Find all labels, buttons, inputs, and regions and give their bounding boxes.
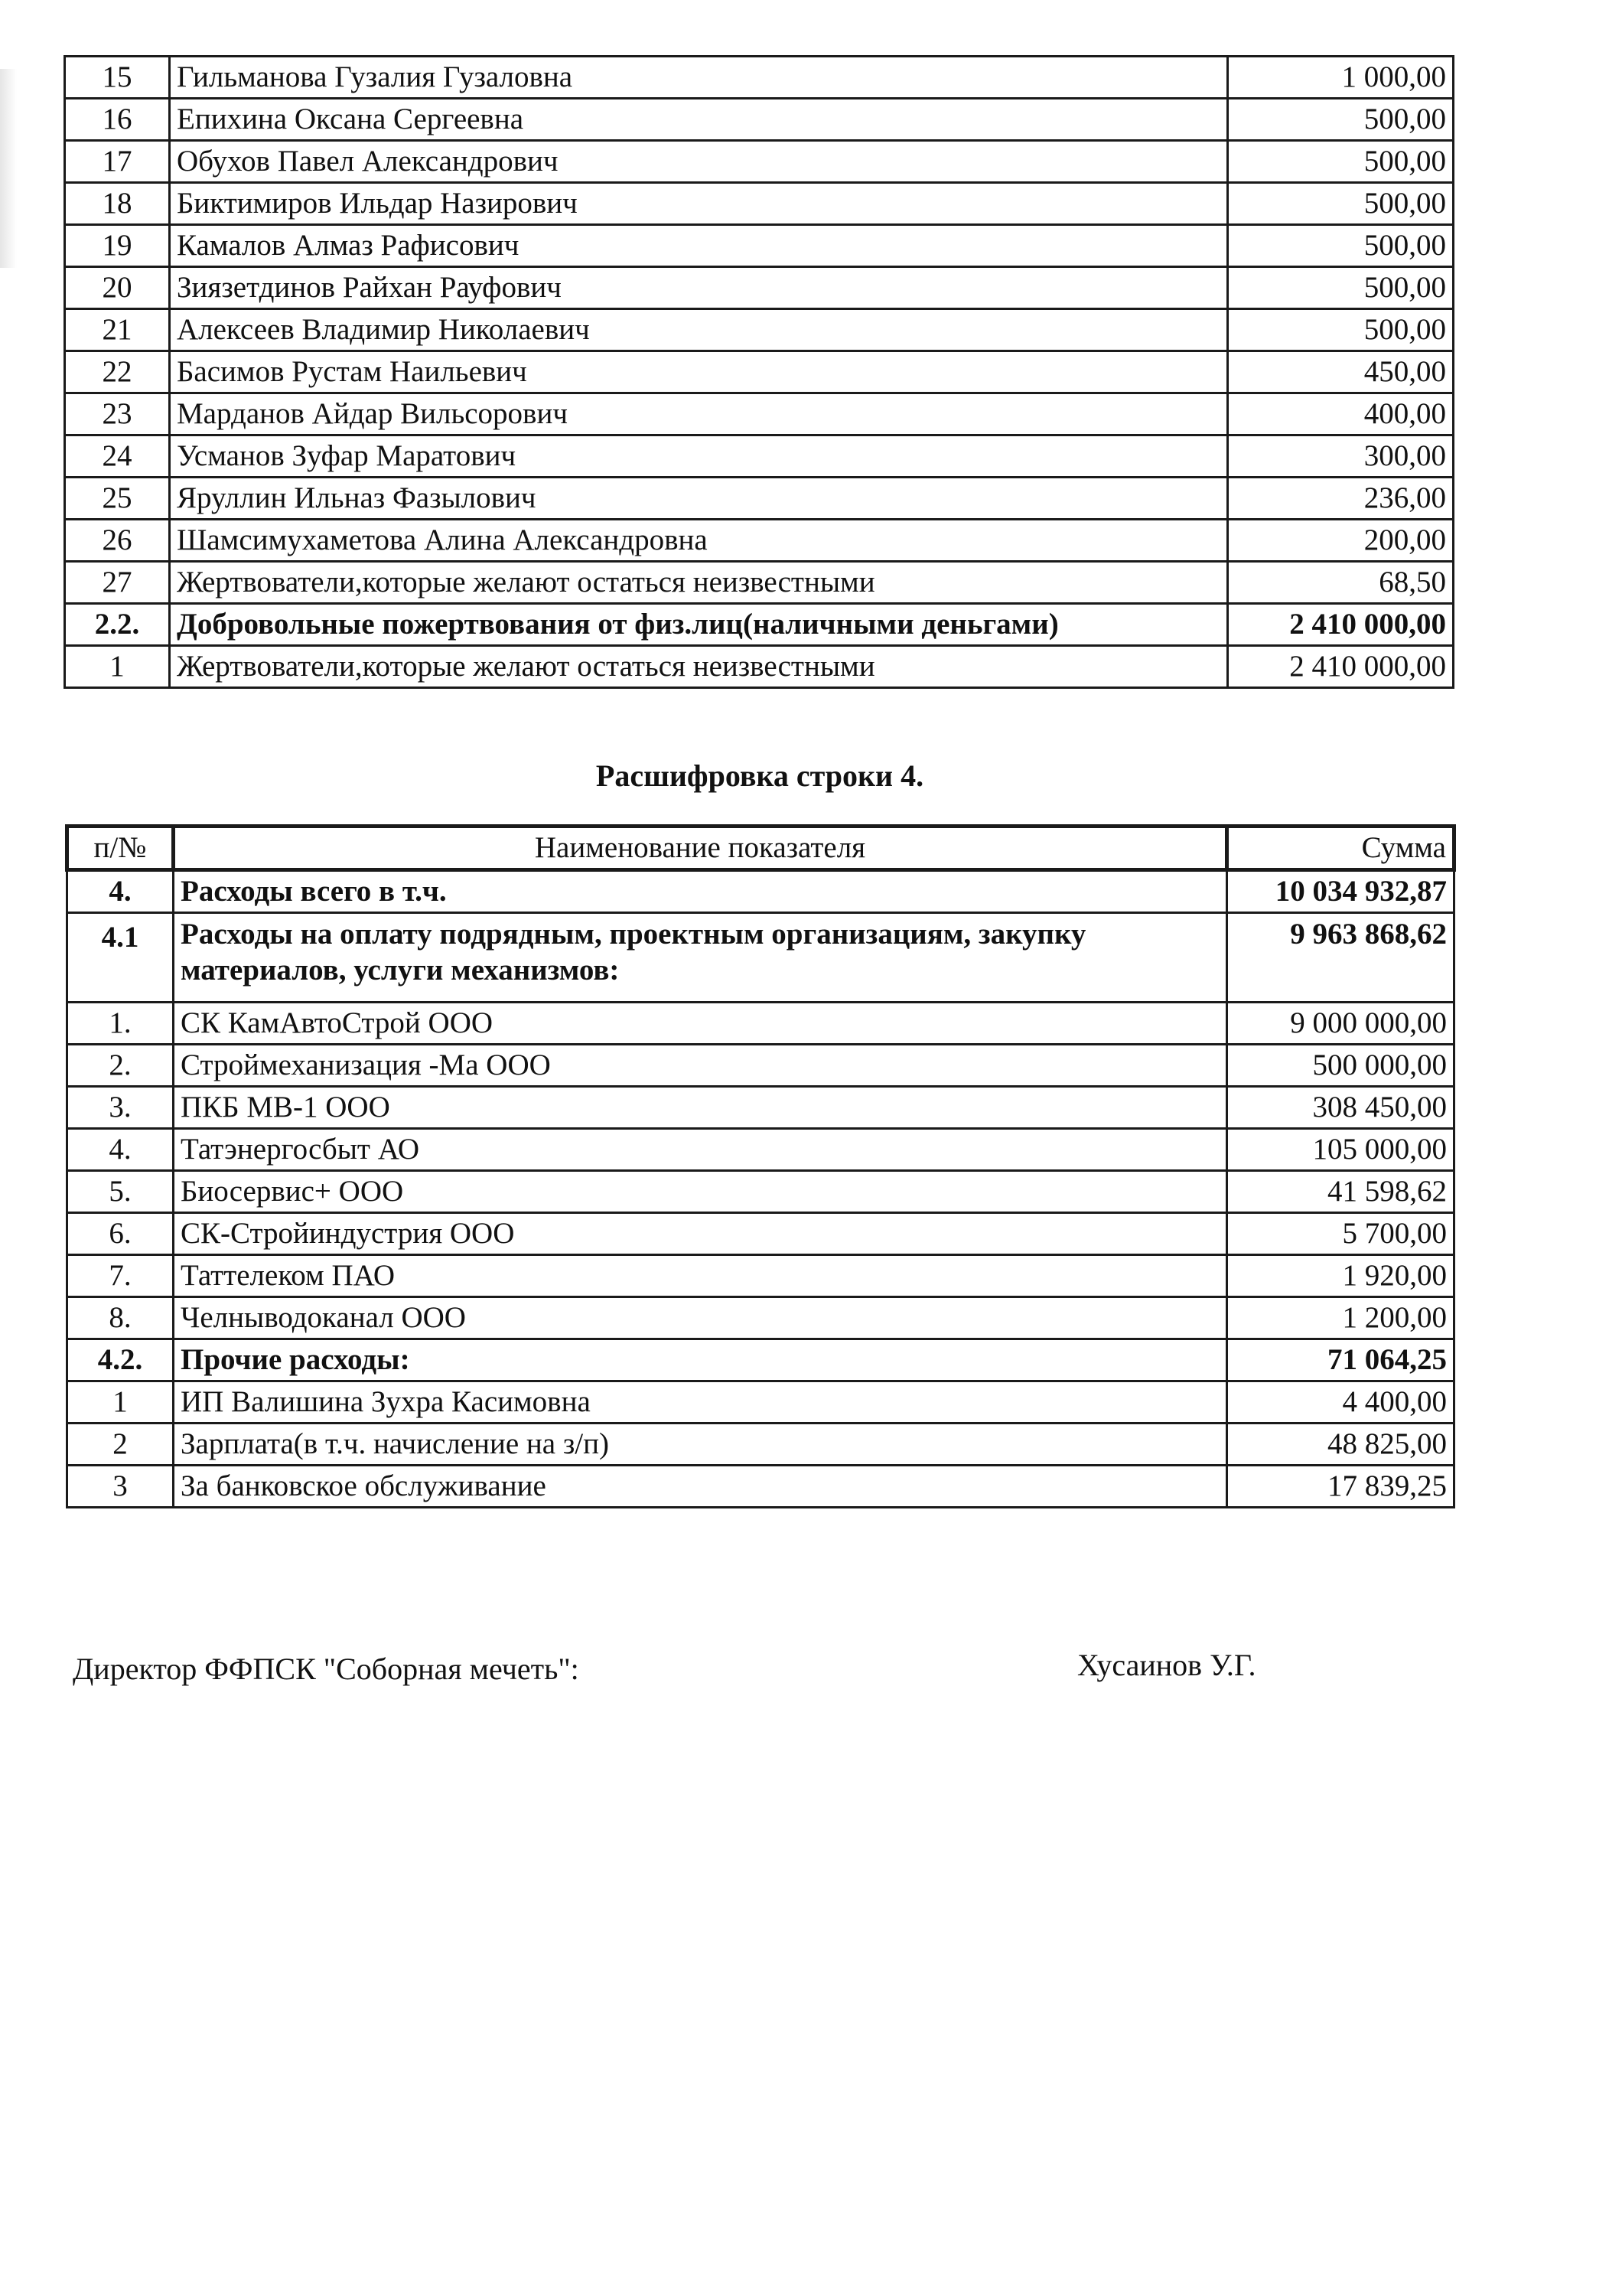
row-name: СК-Стройиндустрия ООО: [174, 1213, 1227, 1255]
donations-table-body: [65, 57, 1454, 688]
donor-row: [65, 435, 1454, 478]
donor-row: [65, 351, 1454, 393]
header-num: п/№: [67, 827, 174, 870]
row-amount: 1 920,00: [1227, 1255, 1454, 1297]
row-number: 2.2.: [65, 604, 170, 646]
donor-row: [65, 520, 1454, 562]
row-amount: 500,00: [1228, 267, 1454, 309]
row-amount: 2 410 000,00: [1228, 604, 1454, 646]
other-section-row: [67, 1339, 1454, 1381]
donor-row: [65, 225, 1454, 267]
row-number: 26: [65, 520, 170, 562]
row-number: 4.1: [67, 913, 174, 1003]
row-amount: 9 000 000,00: [1227, 1003, 1454, 1045]
row-number: 16: [65, 99, 170, 141]
row-number: 4.: [67, 870, 174, 913]
row-number: 2.: [67, 1045, 174, 1087]
row-name: Зиязетдинов Райхан Рауфович: [170, 267, 1228, 309]
row-name: За банковское обслуживание: [174, 1466, 1227, 1508]
row-amount: 500,00: [1228, 225, 1454, 267]
row-number: 21: [65, 309, 170, 351]
row-amount: 10 034 932,87: [1227, 870, 1454, 913]
donor-row: [65, 183, 1454, 225]
row-name: Марданов Айдар Вильсорович: [170, 393, 1228, 435]
row-name: Челныводоканал ООО: [174, 1297, 1227, 1339]
contractor-row: [67, 1087, 1454, 1129]
scan-edge-shadow: [0, 69, 17, 268]
donor-row: [65, 309, 1454, 351]
signature-position: Директор ФФПСК "Соборная мечеть":: [73, 1652, 579, 1686]
signature-name: Хусаинов У.Г.: [1077, 1648, 1256, 1682]
expenses-header-row: [67, 827, 1454, 870]
row-number: 17: [65, 141, 170, 183]
row-number: 18: [65, 183, 170, 225]
header-name: Наименование показателя: [174, 827, 1227, 870]
donor-row: [65, 267, 1454, 309]
row-amount: 17 839,25: [1227, 1466, 1454, 1508]
row-number: 2: [67, 1424, 174, 1466]
row-name: СК КамАвтоСтрой ООО: [174, 1003, 1227, 1045]
row-name: Жертвователи,которые желают остаться неизвестными: [170, 646, 1228, 688]
row-amount: 41 598,62: [1227, 1171, 1454, 1213]
contractor-row: [67, 1129, 1454, 1171]
header-amount: Сумма: [1227, 827, 1454, 870]
row-number: 3.: [67, 1087, 174, 1129]
row-amount: 4 400,00: [1227, 1381, 1454, 1424]
row-number: 15: [65, 57, 170, 99]
row-amount: 500,00: [1228, 99, 1454, 141]
row-number: 4.2.: [67, 1339, 174, 1381]
expenses-table: [65, 824, 1456, 1508]
row-number: 19: [65, 225, 170, 267]
row-name: Зарплата(в т.ч. начисление на з/п): [174, 1424, 1227, 1466]
row-amount: 500,00: [1228, 309, 1454, 351]
section-title: Расшифровка строки 4.: [595, 758, 924, 793]
row-name: Биосервис+ ООО: [174, 1171, 1227, 1213]
row-amount: 308 450,00: [1227, 1087, 1454, 1129]
row-name: Добровольные пожертвования от физ.лиц(наличными деньгами): [170, 604, 1228, 646]
row-number: 6.: [67, 1213, 174, 1255]
row-number: 23: [65, 393, 170, 435]
row-amount: 1 000,00: [1228, 57, 1454, 99]
row-amount: 500 000,00: [1227, 1045, 1454, 1087]
cash-section-row: [65, 604, 1454, 646]
row-name: Басимов Рустам Наильевич: [170, 351, 1228, 393]
row-name: Прочие расходы:: [174, 1339, 1227, 1381]
row-name: Обухов Павел Александрович: [170, 141, 1228, 183]
row-amount: 300,00: [1228, 435, 1454, 478]
donor-row: [65, 562, 1454, 604]
row-name: Таттелеком ПАО: [174, 1255, 1227, 1297]
row-amount: 68,50: [1228, 562, 1454, 604]
contractors-section-row: [67, 913, 1454, 1003]
contractor-row: [67, 1171, 1454, 1213]
contractor-row: [67, 1003, 1454, 1045]
contractor-row: [67, 1297, 1454, 1339]
row-number: 20: [65, 267, 170, 309]
row-name: Усманов Зуфар Маратович: [170, 435, 1228, 478]
expenses-table-body: [67, 870, 1454, 1508]
row-amount: 500,00: [1228, 141, 1454, 183]
other-expense-row: [67, 1424, 1454, 1466]
row-number: 1: [65, 646, 170, 688]
contractor-row: [67, 1045, 1454, 1087]
row-name: Жертвователи,которые желают остаться неизвестными: [170, 562, 1228, 604]
row-name: Гильманова Гузалия Гузаловна: [170, 57, 1228, 99]
row-name: Алексеев Владимир Николаевич: [170, 309, 1228, 351]
row-name: ПКБ МВ-1 ООО: [174, 1087, 1227, 1129]
cash-donor-row: [65, 646, 1454, 688]
row-amount: 236,00: [1228, 478, 1454, 520]
row-name: Епихина Оксана Сергеевна: [170, 99, 1228, 141]
row-name: Яруллин Ильназ Фазылович: [170, 478, 1228, 520]
donor-row: [65, 57, 1454, 99]
row-name: Шамсимухаметова Алина Александровна: [170, 520, 1228, 562]
row-amount: 9 963 868,62: [1227, 913, 1454, 1003]
row-amount: 500,00: [1228, 183, 1454, 225]
contractor-row: [67, 1255, 1454, 1297]
row-number: 1: [67, 1381, 174, 1424]
row-number: 25: [65, 478, 170, 520]
row-amount: 1 200,00: [1227, 1297, 1454, 1339]
row-amount: 48 825,00: [1227, 1424, 1454, 1466]
other-expense-row: [67, 1381, 1454, 1424]
row-number: 27: [65, 562, 170, 604]
row-amount: 400,00: [1228, 393, 1454, 435]
row-amount: 105 000,00: [1227, 1129, 1454, 1171]
row-name: Расходы всего в т.ч.: [174, 870, 1227, 913]
row-number: 22: [65, 351, 170, 393]
donor-row: [65, 99, 1454, 141]
row-name: Камалов Алмаз Рафисович: [170, 225, 1228, 267]
row-name: Татэнергосбыт АО: [174, 1129, 1227, 1171]
contractor-row: [67, 1213, 1454, 1255]
row-name: Расходы на оплату подрядным, проектным организациям, закупку материалов, услуги механизмов:: [174, 913, 1227, 1003]
row-name: Строймеханизация -Ма ООО: [174, 1045, 1227, 1087]
row-number: 8.: [67, 1297, 174, 1339]
row-amount: 450,00: [1228, 351, 1454, 393]
row-number: 1.: [67, 1003, 174, 1045]
row-number: 4.: [67, 1129, 174, 1171]
row-number: 7.: [67, 1255, 174, 1297]
donor-row: [65, 141, 1454, 183]
row-name: Биктимиров Ильдар Назирович: [170, 183, 1228, 225]
row-amount: 71 064,25: [1227, 1339, 1454, 1381]
row-number: 3: [67, 1466, 174, 1508]
row-name: ИП Валишина Зухра Касимовна: [174, 1381, 1227, 1424]
donor-row: [65, 478, 1454, 520]
row-amount: 200,00: [1228, 520, 1454, 562]
row-number: 24: [65, 435, 170, 478]
row-amount: 2 410 000,00: [1228, 646, 1454, 688]
other-expense-row: [67, 1466, 1454, 1508]
row-number: 5.: [67, 1171, 174, 1213]
row-amount: 5 700,00: [1227, 1213, 1454, 1255]
expenses-total-row: [67, 870, 1454, 913]
donations-table: [64, 55, 1454, 689]
donor-row: [65, 393, 1454, 435]
